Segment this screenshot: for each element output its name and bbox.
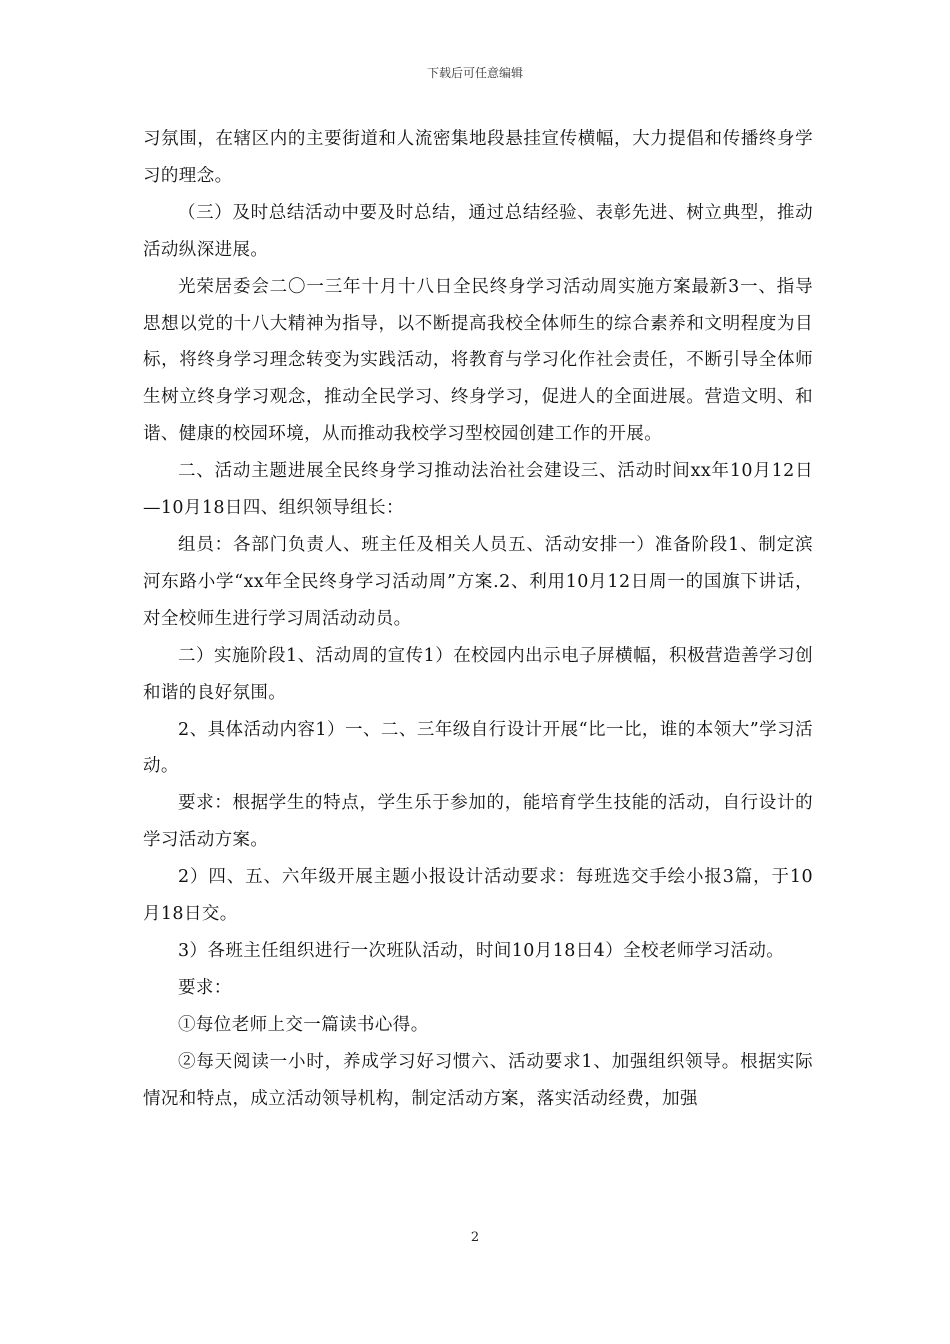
- paragraph: 2）四、五、六年级开展主题小报设计活动要求：每班选交手绘小报3篇，于10月18日交。: [143, 867, 813, 925]
- paragraph: 3）各班主任组织进行一次班队活动，时间10月18日4）全校老师学习活动。: [178, 940, 785, 961]
- paragraph: 要求：: [178, 977, 232, 998]
- paragraph: ①每位老师上交一篇读书心得。: [178, 1014, 429, 1035]
- page-number: 2: [470, 1230, 480, 1245]
- paragraph: 2、具体活动内容1）一、二、三年级自行设计开展“比一比，谁的本领大”学习活动。: [143, 719, 813, 777]
- paragraph: 二、活动主题进展全民终身学习推动法治社会建设三、活动时间xx年10月12日—10月18日四、组织领导组长：: [143, 461, 813, 519]
- paragraph: 组员：各部门负责人、班主任及相关人员五、活动安排一）准备阶段1、制定滨河东路小学“xx年全民终身学习活动周”方案.2、利用10月12日周一的国旗下讲话，对全校师生进行学习周活动动员。: [143, 534, 813, 629]
- paragraph: 二）实施阶段1、活动周的宣传1）在校园内出示电子屏横幅，积极营造善学习创和谐的良好氛围。: [143, 645, 813, 703]
- paragraph: 习氛围，在辖区内的主要街道和人流密集地段悬挂宣传横幅，大力提倡和传播终身学习的理念。: [143, 129, 813, 186]
- paragraph: （三）及时总结活动中要及时总结，通过总结经验、表彰先进、树立典型，推动活动纵深进展。: [143, 202, 813, 260]
- paragraph: 要求：根据学生的特点，学生乐于参加的，能培育学生技能的活动，自行设计的学习活动方案。: [143, 793, 813, 851]
- paragraph: ②每天阅读一小时，养成学习好习惯六、活动要求1、加强组织领导。根据实际情况和特点，成立活动领导机构，制定活动方案，落实活动经费，加强: [143, 1051, 813, 1109]
- paragraph: 光荣居委会二〇一三年十月十八日全民终身学习活动周实施方案最新3一、指导思想以党的十八大精神为指导，以不断提高我校全体师生的综合素养和文明程度为目标，将终身学习理念转变为实践活动，将教育与学习化作社会责任，不断引导全体师生树立终身学习观念，推动全民学习、终身学习，促进人的全面进展。营造文明、和谐、健康的校园环境，从而推动我校学习型校园创建工作的开展。: [143, 276, 813, 445]
- page-header: 下载后可任意编辑: [426, 66, 523, 80]
- document-body: [143, 121, 813, 1117]
